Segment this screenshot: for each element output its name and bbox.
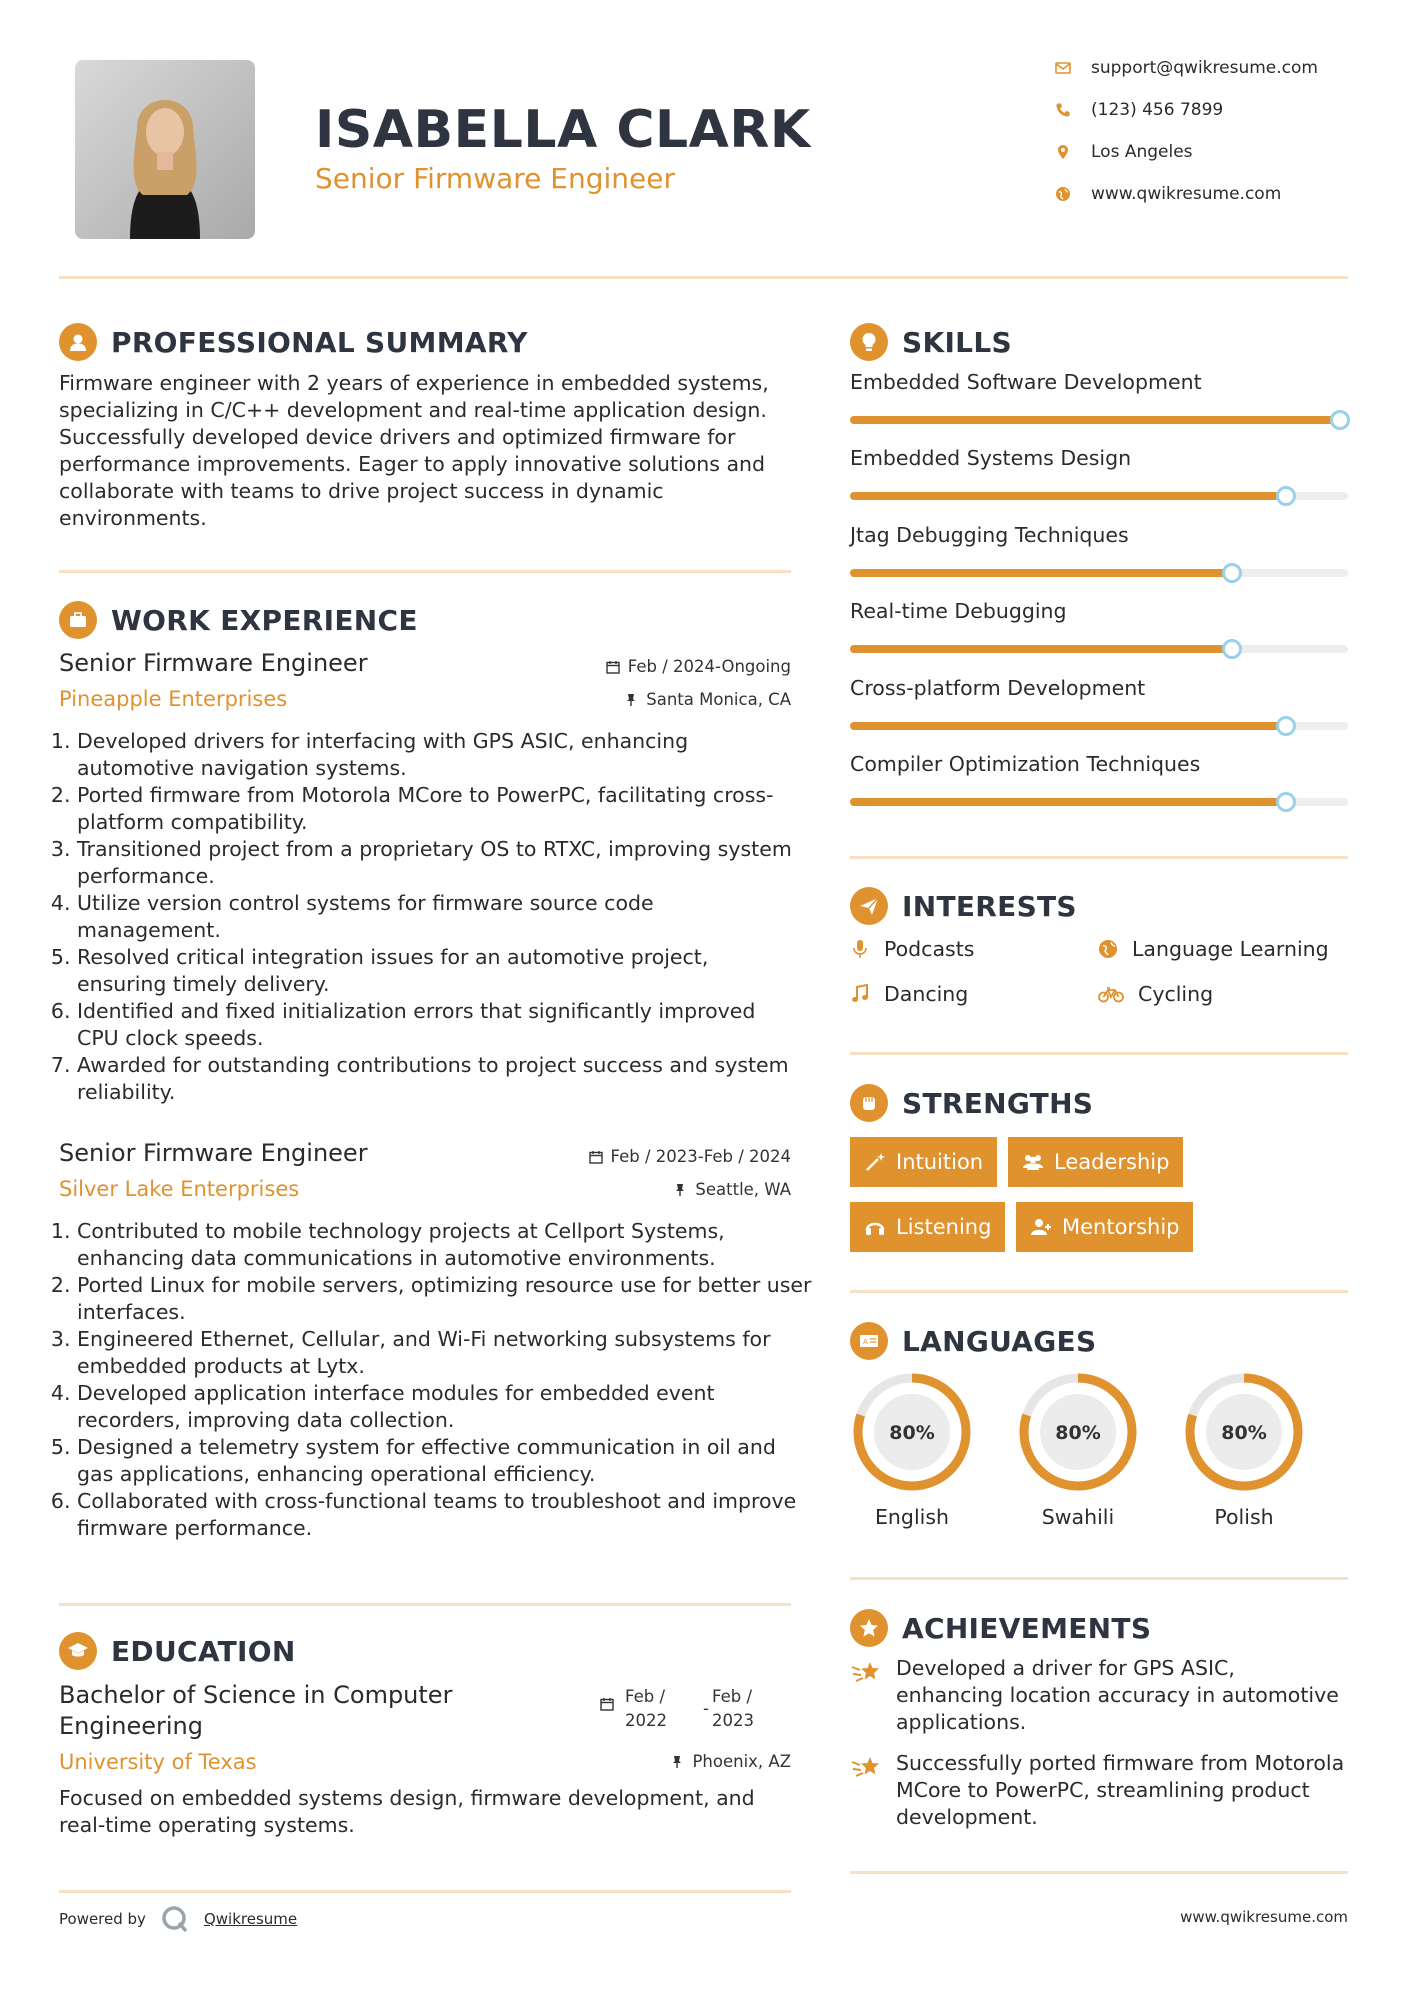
globe-icon	[1098, 939, 1118, 959]
website-text: www.qwikresume.com	[1091, 184, 1282, 204]
degree-title	[59, 1680, 479, 1742]
education-heading: EDUCATION	[111, 1634, 296, 1668]
footer-powered-by	[59, 1904, 297, 1934]
company-name: Silver Lake Enterprises	[59, 1177, 300, 1201]
qwikresume-logo-icon	[160, 1904, 190, 1934]
strength-label: Leadership	[1054, 1150, 1170, 1174]
strength-badge	[1016, 1202, 1193, 1252]
skill-level-fill	[850, 722, 1286, 730]
strength-label: Listening	[896, 1215, 992, 1239]
skill-level-knob	[1276, 486, 1296, 506]
education-description: Focused on embedded systems design, firmware development, and real-time operating systems.	[59, 1786, 755, 1837]
language-percent: 80%	[1055, 1422, 1101, 1444]
list-item: 6. Identified and fixed initialization errors that significantly improved CPU clock speeds.	[77, 998, 799, 1052]
experience-divider	[59, 1603, 791, 1606]
skills-section-header	[850, 323, 1012, 361]
summary-section-header	[59, 323, 528, 361]
user-icon	[59, 323, 97, 361]
strengths-section-header	[850, 1084, 1093, 1122]
pushpin-icon	[673, 1183, 687, 1197]
skill-level-fill	[850, 645, 1232, 653]
languages-divider	[850, 1577, 1348, 1580]
list-item: 6. Collaborated with cross-functional teams to troubleshoot and improve firmware performance.	[77, 1488, 817, 1542]
skills-heading: SKILLS	[902, 325, 1012, 359]
job-date	[589, 1147, 791, 1166]
pushpin-icon	[624, 693, 638, 707]
languages-heading: LANGUAGES	[902, 1324, 1097, 1358]
paper-plane-icon	[850, 887, 888, 925]
candidate-title: Senior Firmware Engineer	[315, 162, 675, 195]
job-bullets	[59, 1218, 817, 1542]
skill-level-knob	[1276, 716, 1296, 736]
strength-badge	[1008, 1137, 1183, 1187]
language-ring	[1182, 1370, 1306, 1494]
users-icon	[1022, 1151, 1044, 1173]
achievements-divider	[850, 1871, 1348, 1874]
skill-level-fill	[850, 569, 1232, 577]
contact-website[interactable]	[1055, 184, 1281, 204]
end-month: Feb /	[712, 1687, 753, 1706]
headphones-icon	[864, 1216, 886, 1238]
language-icon	[850, 1322, 888, 1360]
interest-item	[850, 937, 974, 961]
job-date-text: Feb / 2023-Feb / 2024	[610, 1147, 791, 1166]
job-date	[606, 657, 791, 676]
skills-divider	[850, 856, 1348, 859]
briefcase-icon	[59, 601, 97, 639]
experience-heading: WORK EXPERIENCE	[111, 603, 418, 637]
list-item: 3. Transitioned project from a proprietary OS to RTXC, improving system performance.	[77, 836, 799, 890]
job-location-text: Seattle, WA	[695, 1180, 791, 1199]
start-year: 2022	[625, 1711, 667, 1730]
language-ring	[1016, 1370, 1140, 1494]
job-bullets	[59, 728, 799, 1106]
interests-section-header	[850, 887, 1077, 925]
interest-item	[1098, 937, 1329, 961]
experience-section-header	[59, 601, 418, 639]
interest-label: Dancing	[884, 982, 969, 1006]
skill-level-bar	[850, 798, 1348, 806]
strength-badge	[850, 1202, 1005, 1252]
strength-label: Mentorship	[1062, 1215, 1180, 1239]
language-name: Swahili	[1041, 1505, 1115, 1529]
job-location-text: Santa Monica, CA	[646, 690, 791, 709]
graduation-cap-icon	[59, 1632, 97, 1670]
job-location	[624, 690, 791, 709]
skill-level-knob	[1330, 410, 1350, 430]
summary-divider	[59, 570, 791, 573]
phone-text: (123) 456 7899	[1091, 100, 1224, 120]
skill-name: Real-time Debugging	[850, 599, 1067, 624]
fist-icon	[850, 1084, 888, 1122]
language-name: English	[874, 1505, 950, 1529]
header-divider	[59, 276, 1348, 279]
skill-name: Compiler Optimization Techniques	[850, 752, 1201, 776]
profile-photo	[75, 60, 255, 239]
interest-item	[850, 982, 968, 1006]
list-item: 1. Developed drivers for interfacing with GPS ASIC, enhancing automotive navigation systems.	[77, 728, 799, 782]
strengths-heading: STRENGTHS	[902, 1086, 1094, 1120]
list-item: 4. Developed application interface modules for embedded event recorders, improving data collection.	[77, 1380, 817, 1434]
list-item: 4. Utilize version control systems for firmware source code management.	[77, 890, 799, 944]
shooting-star-icon	[850, 1752, 882, 1782]
skill-name: Jtag Debugging Techniques	[850, 522, 1129, 547]
achievement-text: Successfully ported firmware from Motorola MCore to PowerPC, streamlining product development.	[896, 1751, 1345, 1829]
end-date	[712, 1685, 754, 1733]
skill-level-bar	[850, 569, 1348, 577]
education-location	[670, 1752, 791, 1771]
language-percent: 80%	[1221, 1422, 1267, 1444]
strength-badge	[850, 1137, 997, 1187]
map-pin-icon	[1055, 144, 1071, 160]
calendar-icon	[606, 660, 620, 674]
skill-name: Embedded Software Development	[850, 370, 1202, 394]
lightbulb-icon	[850, 323, 888, 361]
job-title: Senior Firmware Engineer	[59, 1139, 368, 1167]
achievements-heading: ACHIEVEMENTS	[902, 1611, 1152, 1645]
location-text: Los Angeles	[1091, 142, 1193, 162]
calendar-icon	[589, 1150, 603, 1164]
interests-divider	[850, 1052, 1348, 1055]
skill-level-bar	[850, 722, 1348, 730]
achievement-text: Developed a driver for GPS ASIC, enhancing location accuracy in automotive applications.	[896, 1656, 1339, 1734]
user-plus-icon	[1030, 1216, 1052, 1238]
candidate-name: ISABELLA CLARK	[315, 100, 811, 160]
language-name: Polish	[1214, 1505, 1274, 1529]
job-location	[673, 1180, 791, 1199]
degree-line-1: Bachelor of Science in Computer	[59, 1681, 453, 1709]
pushpin-icon	[670, 1755, 684, 1769]
degree-line-2: Engineering	[59, 1712, 203, 1740]
list-item: 5. Designed a telemetry system for effective communication in oil and gas applications, enhancing operational efficiency.	[77, 1434, 817, 1488]
magic-wand-icon	[864, 1151, 886, 1173]
skill-level-bar	[850, 492, 1348, 500]
skill-level-knob	[1222, 639, 1242, 659]
interest-item	[1098, 982, 1213, 1006]
skill-level-knob	[1222, 563, 1242, 583]
skill-level-knob	[1276, 792, 1296, 812]
interest-label: Language Learning	[1132, 937, 1329, 961]
summary-text: Firmware engineer with 2 years of experience in embedded systems, specializing in C/C++ development and real-time application design. Successfully developed device drivers and optimized firmware for performance improvements. Eager to apply innovative solutions and collaborate with teams to drive project success in dynamic environments.	[59, 371, 769, 530]
microphone-icon	[850, 939, 870, 959]
powered-by-text: Powered by	[59, 1910, 146, 1928]
strength-label: Intuition	[896, 1150, 984, 1174]
calendar-icon	[600, 1697, 614, 1711]
star-icon	[850, 1609, 888, 1647]
bicycle-icon	[1098, 984, 1124, 1004]
phone-icon	[1055, 102, 1071, 118]
language-percent: 80%	[889, 1422, 935, 1444]
company-name: Pineapple Enterprises	[59, 687, 288, 711]
envelope-icon	[1055, 60, 1071, 76]
end-year: 2023	[712, 1711, 754, 1730]
list-item: 3. Engineered Ethernet, Cellular, and Wi-Fi networking subsystems for embedded products at Lytx.	[77, 1326, 817, 1380]
contact-email[interactable]	[1055, 58, 1318, 78]
achievements-section-header	[850, 1609, 1151, 1647]
list-item: 2. Ported firmware from Motorola MCore to PowerPC, facilitating cross-platform compatibility.	[77, 782, 799, 836]
date-dash: -	[703, 1699, 709, 1718]
achievement-item	[850, 1655, 1348, 1736]
list-item: 7. Awarded for outstanding contributions to project success and system reliability.	[77, 1052, 799, 1106]
achievement-item	[850, 1750, 1348, 1831]
svg-text:A: A	[863, 1338, 868, 1346]
shooting-star-icon	[850, 1657, 882, 1687]
globe-icon	[1055, 186, 1071, 202]
school-name: University of Texas	[59, 1750, 257, 1774]
start-date	[625, 1685, 667, 1733]
skill-level-fill	[850, 492, 1286, 500]
list-item: 1. Contributed to mobile technology projects at Cellport Systems, enhancing data communications in automotive environments.	[77, 1218, 817, 1272]
strengths-divider	[850, 1290, 1348, 1293]
interest-label: Cycling	[1138, 982, 1214, 1006]
skill-level-fill	[850, 416, 1340, 424]
email-text: support@qwikresume.com	[1091, 58, 1318, 78]
language-ring	[850, 1370, 974, 1494]
job-date-text: Feb / 2024-Ongoing	[627, 657, 791, 676]
education-location-text: Phoenix, AZ	[692, 1752, 791, 1771]
brand-link[interactable]: Qwikresume	[203, 1910, 298, 1928]
skill-name: Embedded Systems Design	[850, 446, 1132, 471]
skill-level-bar	[850, 416, 1348, 424]
summary-heading: PROFESSIONAL SUMMARY	[111, 325, 528, 359]
skill-level-bar	[850, 645, 1348, 653]
interest-label: Podcasts	[884, 937, 975, 961]
job-title: Senior Firmware Engineer	[59, 649, 368, 677]
footer-url[interactable]: www.qwikresume.com	[1180, 1908, 1348, 1926]
music-note-icon	[850, 984, 870, 1004]
contact-location	[1055, 142, 1193, 162]
skill-name: Cross-platform Development	[850, 675, 1146, 700]
education-section-header	[59, 1632, 296, 1670]
contact-phone[interactable]	[1055, 100, 1223, 120]
list-item: 5. Resolved critical integration issues for an automotive project, ensuring timely delivery.	[77, 944, 799, 998]
interests-heading: INTERESTS	[902, 889, 1077, 923]
skill-level-fill	[850, 798, 1286, 806]
start-month: Feb /	[625, 1687, 666, 1706]
education-divider	[59, 1890, 791, 1893]
list-item: 2. Ported Linux for mobile servers, optimizing resource use for better user interfaces.	[77, 1272, 817, 1326]
languages-section-header	[850, 1322, 1096, 1360]
